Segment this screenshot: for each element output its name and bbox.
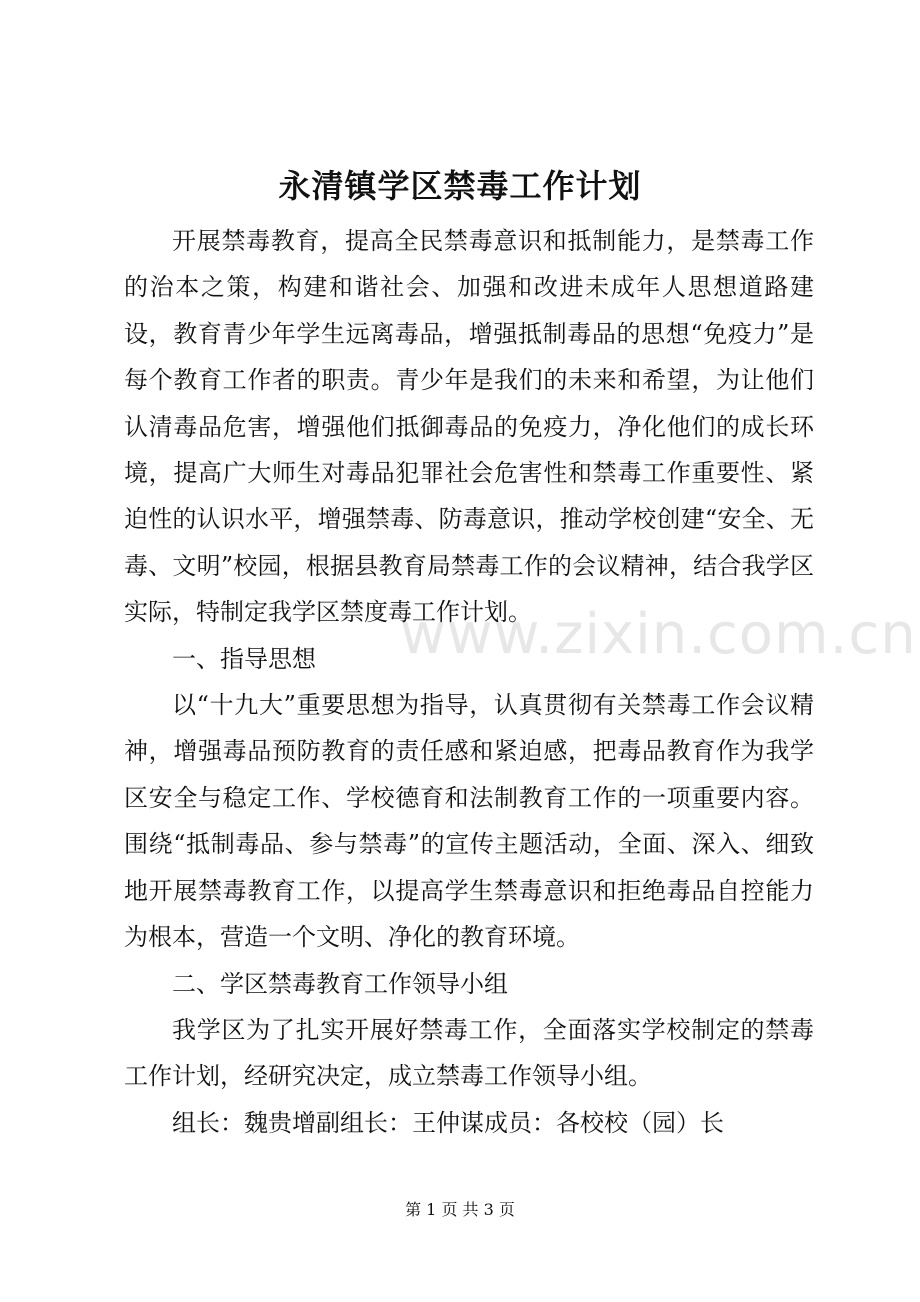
page-footer: 第 1 页 共 3 页 [405, 1200, 515, 1219]
document-body [124, 218, 814, 1146]
section-heading-leadership-group: 二、学区禁毒教育工作领导小组 [172, 969, 508, 998]
document-title: 永清镇学区禁毒工作计划 [278, 167, 642, 205]
paragraph-group-members: 组长：魏贵增副组长：王仲谋成员：各校校（园）长 [172, 1108, 724, 1137]
paragraph-intro: 开展禁毒教育，提高全民禁毒意识和抵制能力，是禁毒工作的治本之策，构建和谐社会、加强和改进未成年人思想道路建设，教育青少年学生远离毒品，增强抵制毒品的思想“免疫力”是每个教育工作者的职责。青少年是我们的未来和希望，为让他们认清毒品危害，增强他们抵御毒品的免疫力，净化他们的成长环境，提高广大师生对毒品犯罪社会危害性和禁毒工作重要性、紧迫性的认识水平，增强禁毒、防毒意识，推动学校创建“安全、无毒、文明”校园，根据县教育局禁毒工作的会议精神，结合我学区实际，特制定我学区禁度毒工作计划。 [124, 227, 814, 627]
paragraph-leadership-group: 我学区为了扎实开展好禁毒工作，全面落实学校制定的禁毒工作计划，经研究决定，成立禁毒工作领导小组。 [124, 1015, 814, 1091]
section-heading-guiding-thought: 一、指导思想 [172, 644, 316, 673]
site-watermark: www.zixin.com.cn [400, 602, 917, 667]
paragraph-guiding-thought: 以“十九大”重要思想为指导，认真贯彻有关禁毒工作会议精神，增强毒品预防教育的责任感和紧迫感，把毒品教育作为我学区安全与稳定工作、学校德育和法制教育工作的一项重要内容。围绕“抵制毒品、参与禁毒”的宣传主题活动，全面、深入、细致地开展禁毒教育工作，以提高学生禁毒意识和拒绝毒品自控能力为根本，营造一个文明、净化的教育环境。 [124, 691, 814, 952]
